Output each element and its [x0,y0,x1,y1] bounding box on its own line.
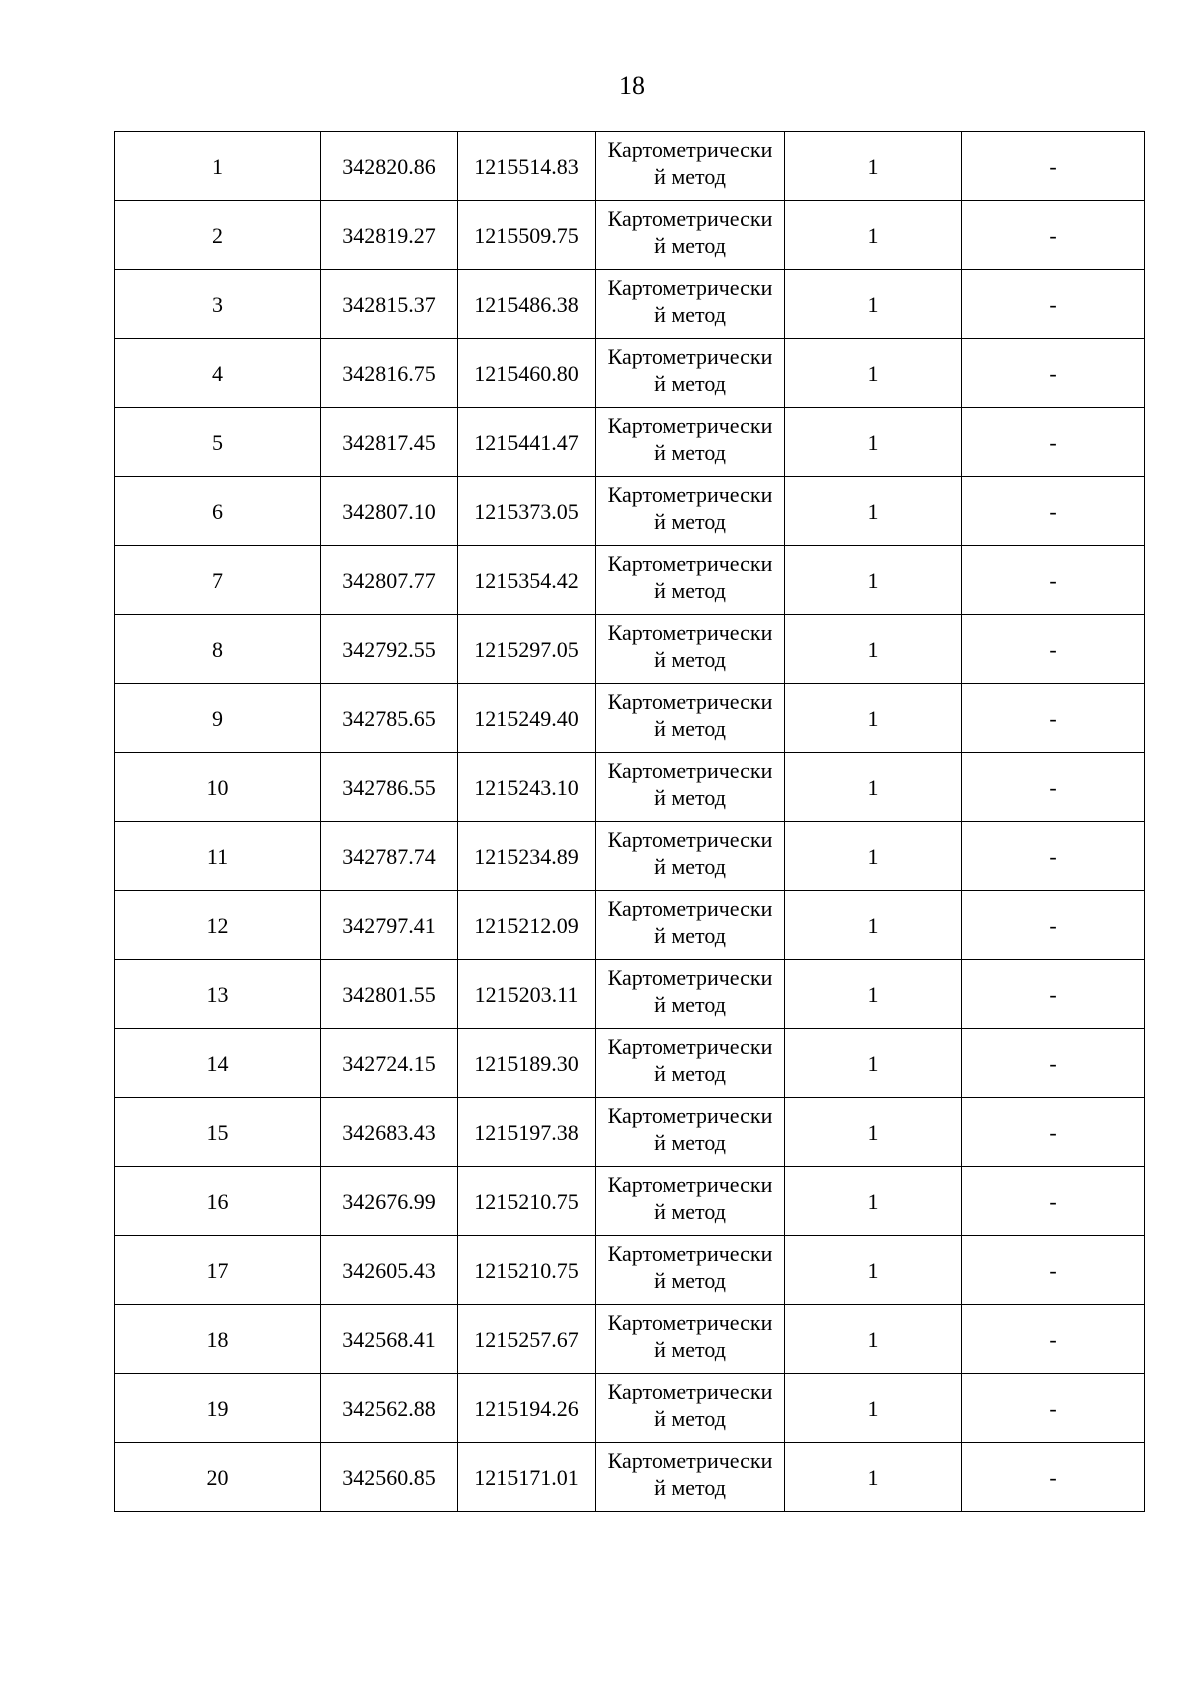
accuracy-cell: 1 [785,1098,962,1167]
y-coordinate-cell: 1215210.75 [458,1236,596,1305]
note-cell: - [962,822,1145,891]
accuracy-cell: 1 [785,822,962,891]
x-coordinate-cell: 342605.43 [321,1236,458,1305]
method-text-line-1: Картометрически [607,551,773,576]
point-number-cell: 1 [115,132,321,201]
method-cell [596,1029,785,1098]
y-coordinate-cell: 1215373.05 [458,477,596,546]
note-cell: - [962,753,1145,822]
method-cell [596,408,785,477]
coordinates-table [114,131,1145,1512]
x-coordinate-cell: 342792.55 [321,615,458,684]
method-text-line-1: Картометрически [607,137,773,162]
x-coordinate-cell: 342801.55 [321,960,458,1029]
method-cell [596,546,785,615]
accuracy-cell: 1 [785,477,962,546]
coordinates-table-body [115,132,1145,1512]
method-text-line-2: й метод [654,1268,726,1293]
method-text-line-2: й метод [654,1475,726,1500]
method-text-line-1: Картометрически [607,965,773,990]
table-row [115,339,1145,408]
y-coordinate-cell: 1215203.11 [458,960,596,1029]
y-coordinate-cell: 1215212.09 [458,891,596,960]
point-number-cell: 19 [115,1374,321,1443]
note-cell: - [962,1167,1145,1236]
table-row [115,408,1145,477]
y-coordinate-cell: 1215210.75 [458,1167,596,1236]
note-cell: - [962,1236,1145,1305]
accuracy-cell: 1 [785,960,962,1029]
method-text-line-1: Картометрически [607,758,773,783]
note-cell: - [962,270,1145,339]
method-cell [596,1236,785,1305]
table-row [115,891,1145,960]
accuracy-cell: 1 [785,201,962,270]
accuracy-cell: 1 [785,615,962,684]
accuracy-cell: 1 [785,1029,962,1098]
x-coordinate-cell: 342807.10 [321,477,458,546]
note-cell: - [962,1374,1145,1443]
point-number-cell: 2 [115,201,321,270]
y-coordinate-cell: 1215194.26 [458,1374,596,1443]
y-coordinate-cell: 1215441.47 [458,408,596,477]
method-cell [596,477,785,546]
x-coordinate-cell: 342817.45 [321,408,458,477]
x-coordinate-cell: 342820.86 [321,132,458,201]
method-text-line-2: й метод [654,233,726,258]
x-coordinate-cell: 342807.77 [321,546,458,615]
method-text-line-1: Картометрически [607,1103,773,1128]
x-coordinate-cell: 342819.27 [321,201,458,270]
accuracy-cell: 1 [785,546,962,615]
point-number-cell: 20 [115,1443,321,1512]
y-coordinate-cell: 1215189.30 [458,1029,596,1098]
accuracy-cell: 1 [785,753,962,822]
y-coordinate-cell: 1215171.01 [458,1443,596,1512]
note-cell: - [962,615,1145,684]
point-number-cell: 8 [115,615,321,684]
note-cell: - [962,1098,1145,1167]
point-number-cell: 9 [115,684,321,753]
method-cell [596,1098,785,1167]
table-row [115,1029,1145,1098]
method-text-line-2: й метод [654,1337,726,1362]
table-row [115,960,1145,1029]
point-number-cell: 17 [115,1236,321,1305]
point-number-cell: 16 [115,1167,321,1236]
method-cell [596,201,785,270]
table-row [115,753,1145,822]
point-number-cell: 15 [115,1098,321,1167]
table-row [115,1305,1145,1374]
y-coordinate-cell: 1215249.40 [458,684,596,753]
method-text-line-2: й метод [654,992,726,1017]
y-coordinate-cell: 1215460.80 [458,339,596,408]
note-cell: - [962,1029,1145,1098]
table-row [115,546,1145,615]
accuracy-cell: 1 [785,1236,962,1305]
table-row [115,822,1145,891]
method-text-line-1: Картометрически [607,896,773,921]
y-coordinate-cell: 1215257.67 [458,1305,596,1374]
point-number-cell: 7 [115,546,321,615]
point-number-cell: 11 [115,822,321,891]
note-cell: - [962,477,1145,546]
method-text-line-1: Картометрически [607,275,773,300]
method-text-line-1: Картометрически [607,1172,773,1197]
x-coordinate-cell: 342786.55 [321,753,458,822]
method-cell [596,822,785,891]
note-cell: - [962,684,1145,753]
accuracy-cell: 1 [785,891,962,960]
method-text-line-2: й метод [654,647,726,672]
method-text-line-2: й метод [654,509,726,534]
method-cell [596,1305,785,1374]
point-number-cell: 12 [115,891,321,960]
method-text-line-1: Картометрически [607,1310,773,1335]
method-text-line-2: й метод [654,440,726,465]
method-text-line-1: Картометрически [607,620,773,645]
table-row [115,1443,1145,1512]
method-text-line-2: й метод [654,854,726,879]
method-cell [596,1167,785,1236]
page-number: 18 [619,71,645,100]
point-number-cell: 4 [115,339,321,408]
x-coordinate-cell: 342683.43 [321,1098,458,1167]
accuracy-cell: 1 [785,684,962,753]
method-text-line-2: й метод [654,302,726,327]
method-text-line-1: Картометрически [607,413,773,438]
y-coordinate-cell: 1215514.83 [458,132,596,201]
method-text-line-1: Картометрически [607,827,773,852]
accuracy-cell: 1 [785,1374,962,1443]
x-coordinate-cell: 342676.99 [321,1167,458,1236]
table-row [115,132,1145,201]
method-text-line-2: й метод [654,716,726,741]
accuracy-cell: 1 [785,339,962,408]
y-coordinate-cell: 1215243.10 [458,753,596,822]
method-text-line-1: Картометрически [607,1034,773,1059]
accuracy-cell: 1 [785,1443,962,1512]
table-row [115,684,1145,753]
x-coordinate-cell: 342816.75 [321,339,458,408]
method-cell [596,1443,785,1512]
method-text-line-2: й метод [654,371,726,396]
table-row [115,477,1145,546]
x-coordinate-cell: 342815.37 [321,270,458,339]
note-cell: - [962,1443,1145,1512]
point-number-cell: 13 [115,960,321,1029]
note-cell: - [962,960,1145,1029]
x-coordinate-cell: 342568.41 [321,1305,458,1374]
table-row [115,1098,1145,1167]
note-cell: - [962,339,1145,408]
method-text-line-1: Картометрически [607,482,773,507]
method-text-line-2: й метод [654,1406,726,1431]
accuracy-cell: 1 [785,270,962,339]
accuracy-cell: 1 [785,132,962,201]
method-text-line-1: Картометрически [607,1379,773,1404]
point-number-cell: 5 [115,408,321,477]
point-number-cell: 14 [115,1029,321,1098]
point-number-cell: 6 [115,477,321,546]
method-text-line-2: й метод [654,785,726,810]
method-text-line-1: Картометрически [607,344,773,369]
point-number-cell: 3 [115,270,321,339]
method-text-line-1: Картометрически [607,206,773,231]
accuracy-cell: 1 [785,1167,962,1236]
method-cell [596,684,785,753]
table-row [115,1236,1145,1305]
method-text-line-1: Картометрически [607,1241,773,1266]
table-row [115,1374,1145,1443]
method-cell [596,270,785,339]
note-cell: - [962,201,1145,270]
method-cell [596,960,785,1029]
x-coordinate-cell: 342724.15 [321,1029,458,1098]
note-cell: - [962,408,1145,477]
method-text-line-2: й метод [654,1199,726,1224]
point-number-cell: 10 [115,753,321,822]
point-number-cell: 18 [115,1305,321,1374]
method-cell [596,753,785,822]
note-cell: - [962,1305,1145,1374]
method-cell [596,615,785,684]
method-cell [596,891,785,960]
note-cell: - [962,546,1145,615]
x-coordinate-cell: 342562.88 [321,1374,458,1443]
method-text-line-1: Картометрически [607,689,773,714]
table-row [115,201,1145,270]
x-coordinate-cell: 342560.85 [321,1443,458,1512]
method-cell [596,132,785,201]
method-text-line-2: й метод [654,1130,726,1155]
y-coordinate-cell: 1215297.05 [458,615,596,684]
accuracy-cell: 1 [785,1305,962,1374]
note-cell: - [962,891,1145,960]
table-row [115,1167,1145,1236]
method-text-line-2: й метод [654,164,726,189]
method-cell [596,339,785,408]
x-coordinate-cell: 342797.41 [321,891,458,960]
y-coordinate-cell: 1215509.75 [458,201,596,270]
method-text-line-1: Картометрически [607,1448,773,1473]
y-coordinate-cell: 1215486.38 [458,270,596,339]
method-cell [596,1374,785,1443]
method-text-line-2: й метод [654,578,726,603]
x-coordinate-cell: 342785.65 [321,684,458,753]
method-text-line-2: й метод [654,923,726,948]
y-coordinate-cell: 1215354.42 [458,546,596,615]
x-coordinate-cell: 342787.74 [321,822,458,891]
y-coordinate-cell: 1215234.89 [458,822,596,891]
y-coordinate-cell: 1215197.38 [458,1098,596,1167]
table-row [115,270,1145,339]
accuracy-cell: 1 [785,408,962,477]
method-text-line-2: й метод [654,1061,726,1086]
note-cell: - [962,132,1145,201]
table-row [115,615,1145,684]
